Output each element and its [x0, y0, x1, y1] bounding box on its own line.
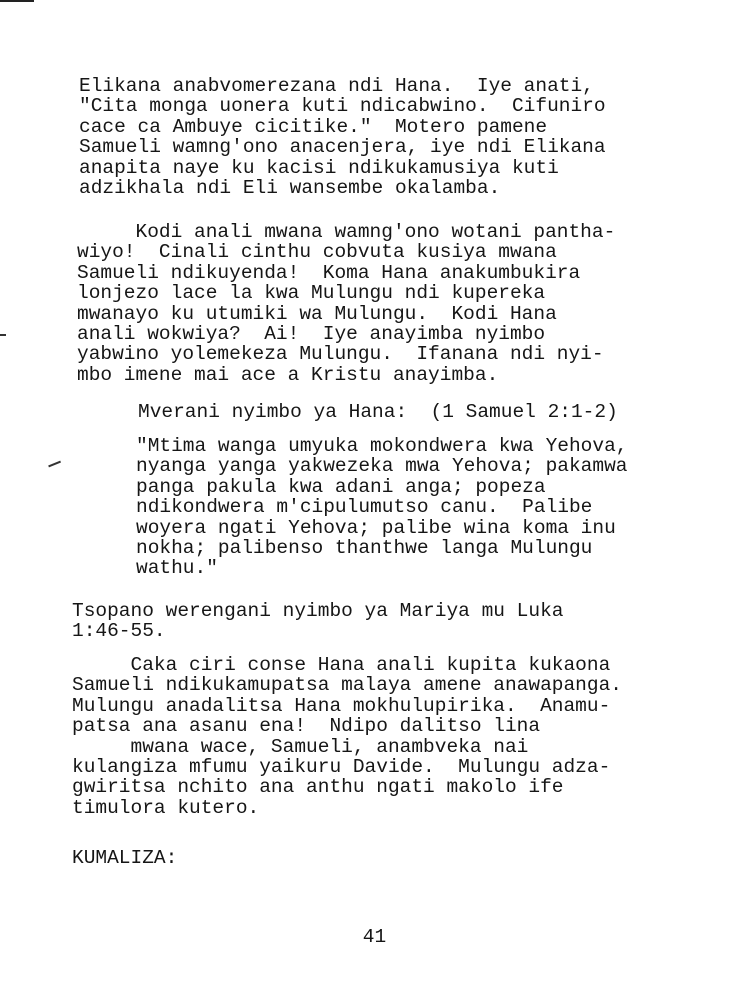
- text-line: mwanayo ku utumiki wa Mulungu. Kodi Hana: [77, 302, 557, 325]
- text-line: adzikhala ndi Eli wansembe okalamba.: [79, 177, 501, 200]
- text-line: mwana wace, Samueli, anambveka nai: [72, 735, 529, 758]
- paragraph-hana-blessed: [72, 655, 622, 818]
- text-line: Samueli ndikukamupatsa malaya amene anawapanga.: [72, 674, 622, 697]
- text-line: nyanga yanga yakwezeka mwa Yehova; pakamwa: [136, 455, 628, 478]
- text-line: "Cita monga uonera kuti ndicabwino. Cifuniro: [79, 95, 606, 118]
- text-line: "Mtima wanga umyuka mokondwera kwa Yehova,: [136, 435, 628, 457]
- text-line: timulora kutero.: [72, 796, 260, 819]
- text-line: kulangiza mfumu yaikuru Davide. Mulungu adza-: [72, 756, 611, 779]
- song-of-hana-quote: [136, 436, 627, 579]
- text-line: yabwino yolemekeza Mulungu. Ifanana ndi nyi-: [77, 343, 604, 366]
- paragraph-elikana-agrees: [79, 76, 606, 198]
- top-edge-rule: [0, 0, 34, 2]
- text-line: wathu.": [136, 557, 218, 580]
- paragraph-hana-remembers-vow: [77, 222, 615, 385]
- left-margin-stroke: [48, 461, 61, 467]
- page-number: 41: [362, 926, 387, 948]
- text-line: panga pakula kwa adani anga; popeza: [136, 475, 546, 498]
- text-line: nokha; palibenso thanthwe langa Mulungu: [136, 537, 593, 560]
- text-line: Kodi anali mwana wamng'ono wotani pantha-: [77, 221, 616, 243]
- song-reference-heading: [138, 402, 618, 422]
- text-line: patsa ana asanu ena! Ndipo dalitso lina: [72, 715, 541, 738]
- text-line: KUMALIZA:: [72, 847, 178, 869]
- text-line: Samueli ndikuyenda! Koma Hana anakumbukira: [77, 261, 581, 284]
- text-line: woyera ngati Yehova; palibe wina koma inu: [136, 516, 616, 539]
- text-line: Samueli wamng'ono anacenjera, iye ndi Elikana: [79, 136, 606, 159]
- text-line: 1:46-55.: [72, 620, 166, 643]
- text-line: wiyo! Cinali cinthu cobvuta kusiya mwana: [77, 241, 557, 264]
- text-line: Caka ciri conse Hana anali kupita kukaona: [72, 654, 611, 676]
- text-line: Mulungu anadalitsa Hana mokhulupirika. Anamu-: [72, 694, 611, 717]
- text-line: anali wokwiya? Ai! Iye anayimba nyimbo: [77, 323, 546, 346]
- paragraph-read-mariya-song: [72, 601, 563, 642]
- text-line: anapita naye ku kacisi ndikukamusiya kuti: [79, 156, 559, 179]
- section-heading-kumaliza: [72, 848, 177, 868]
- text-line: cace ca Ambuye cicitike." Motero pamene: [79, 115, 548, 138]
- text-line: gwiritsa nchito ana anthu ngati makolo ife: [72, 776, 564, 799]
- text-line: mbo imene mai ace a Kristu anayimba.: [77, 363, 499, 386]
- text-line: ndikondwera m'cipulumutso canu. Palibe: [136, 496, 593, 519]
- text-line: lonjezo lace la kwa Mulungu ndi kupereka: [77, 282, 546, 305]
- text-line: Tsopano werengani nyimbo ya Mariya mu Luka: [72, 600, 564, 622]
- text-line: Mverani nyimbo ya Hana: (1 Samuel 2:1-2): [138, 401, 618, 423]
- left-margin-mark: [0, 334, 6, 336]
- text-line: Elikana anabvomerezana ndi Hana. Iye anati,: [79, 75, 594, 97]
